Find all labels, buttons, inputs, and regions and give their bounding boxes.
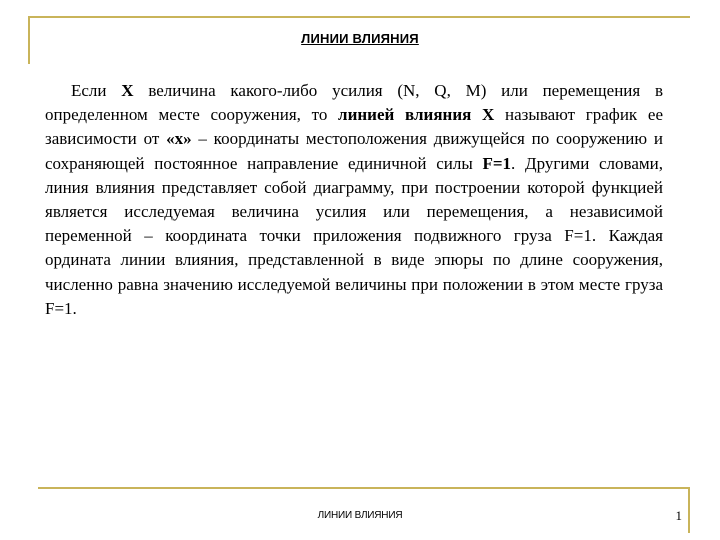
top-rule <box>28 16 690 18</box>
term-influence-line: линией влияния X <box>338 105 495 125</box>
paragraph-text-3: называют график ее зависимости от <box>45 105 663 149</box>
footer-title: ЛИНИИ ВЛИЯНИЯ <box>317 510 403 521</box>
variable-x: X <box>121 81 134 100</box>
paragraph-text-2: величина какого-либо усилия (N, Q, M) или перемещения в определенном месте сооружения, то <box>45 81 663 125</box>
coordinate-x: «x» <box>166 129 192 149</box>
bottom-rule <box>38 487 690 489</box>
unit-force: F=1 <box>482 153 512 173</box>
paragraph-text-5: . Другими словами, линия влияния представляет собой диаграмму, при построении которой функцией является исследуемая величина усилия или перемещения, а независимой переменной – координата точки приложения подвижного груза F=1. Каждая ордината линии влияния, представленной в виде эпюры по длине сооружения, численно равна значению исследуемой величины при положении в этом месте груза F=1. <box>45 153 663 318</box>
page-number: 1 <box>675 508 682 523</box>
paragraph-text-4: – координаты местоположения движущейся по сооружению и сохраняющей постоянное направление единичной силы <box>45 129 663 173</box>
paragraph-text-1: Если <box>71 81 122 100</box>
definition-paragraph <box>45 79 663 321</box>
slide-title: ЛИНИИ ВЛИЯНИЯ <box>301 31 419 46</box>
